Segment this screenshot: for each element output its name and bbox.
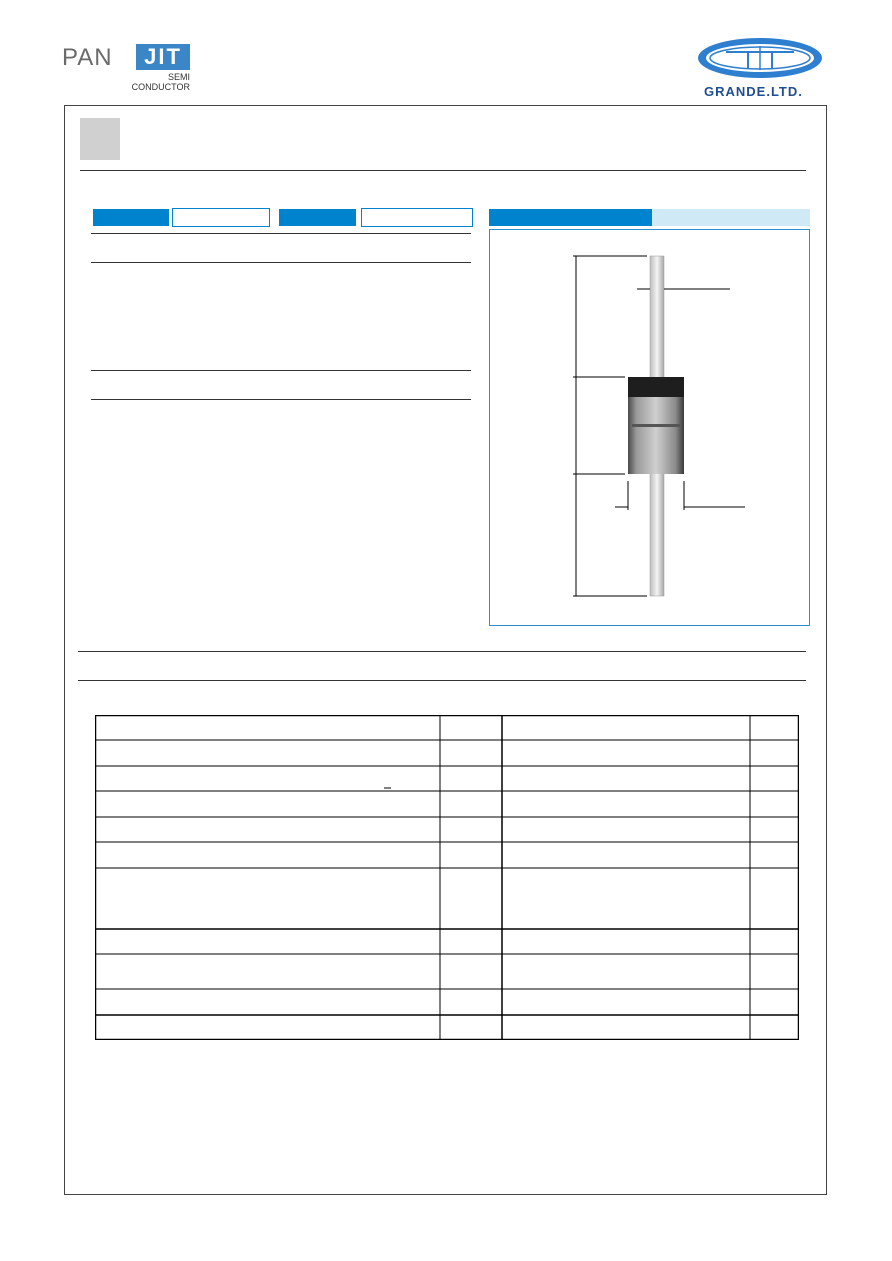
title-marker-square — [80, 118, 120, 160]
panjit-logo-conductor: CONDUCTOR — [131, 82, 190, 92]
ratings-rule-top — [78, 651, 806, 652]
panjit-logo-semi: SEMI — [167, 72, 190, 82]
voltage-label-box — [93, 209, 169, 226]
grande-logo-emblem-icon — [696, 36, 824, 80]
current-label-box — [279, 209, 356, 226]
ratings-rule-bottom — [78, 680, 806, 681]
package-header-bar-light — [652, 209, 810, 226]
panjit-logo-pan: PAN — [62, 44, 113, 71]
features-rule-bottom — [91, 262, 471, 263]
voltage-value-box — [172, 208, 270, 227]
features-rule-top — [91, 233, 471, 234]
current-value-box — [361, 208, 473, 227]
grande-logo-text: GRANDE.LTD. — [704, 84, 803, 99]
diode-package-drawing — [489, 229, 810, 626]
panjit-logo — [62, 40, 192, 95]
mechanical-rule-top — [91, 370, 471, 371]
grande-logo — [696, 36, 832, 102]
panjit-logo-jit: JIT — [136, 44, 190, 70]
spec-table — [95, 715, 799, 1040]
mechanical-rule-bottom — [91, 399, 471, 400]
title-rule — [80, 170, 806, 171]
package-header-bar — [489, 209, 652, 226]
